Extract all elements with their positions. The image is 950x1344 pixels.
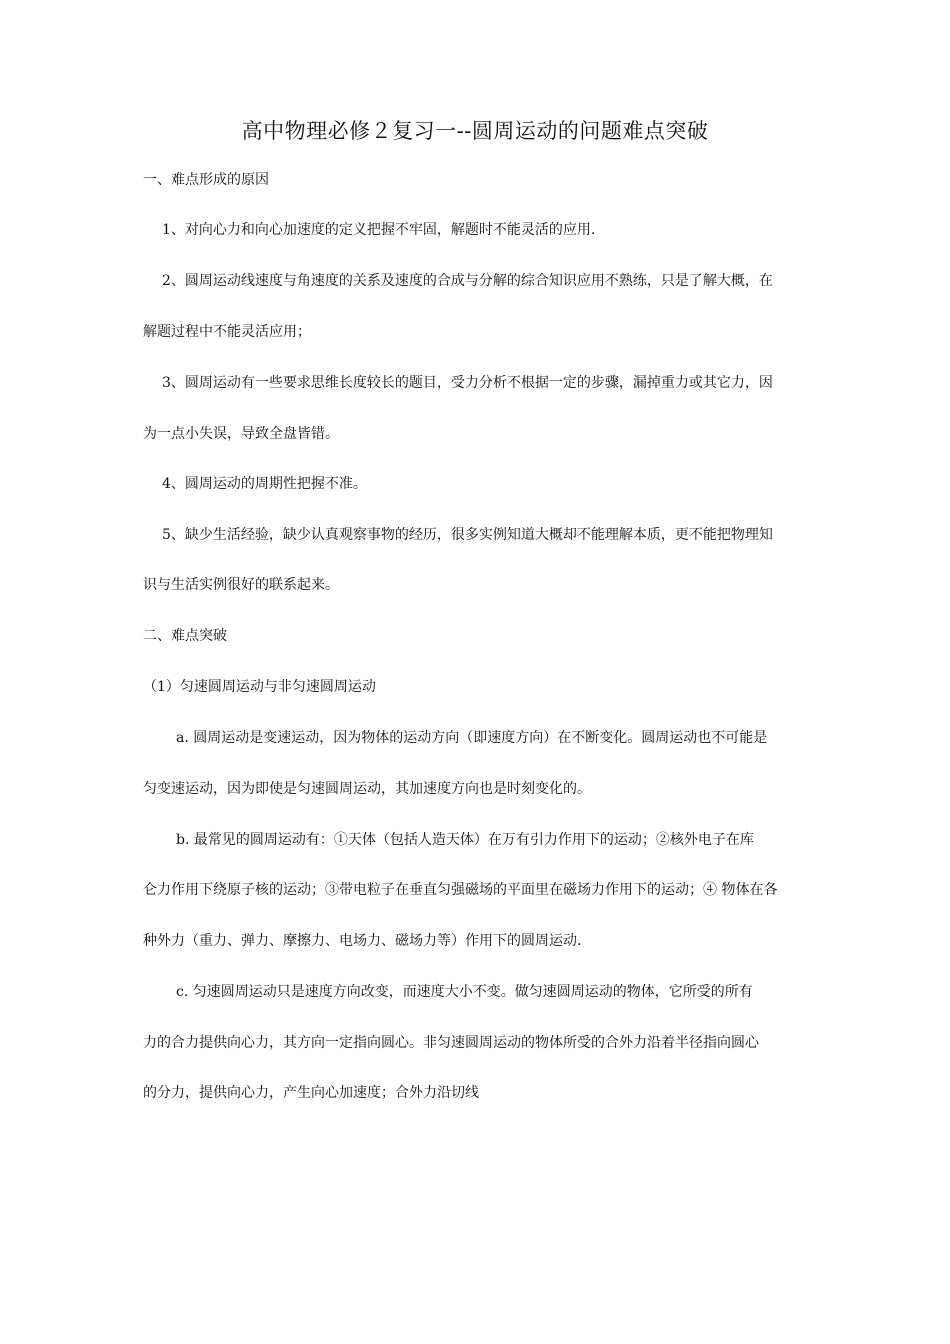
section2-a-line1: a. 圆周运动是变速运动，因为物体的运动方向（即速度方向）在不断变化。圆周运动也不可能是 bbox=[176, 730, 768, 746]
section2-a-line2: 匀变速运动，因为即使是匀速圆周运动，其加速度方向也是时刻变化的。 bbox=[143, 781, 591, 797]
section2-b-line1: b. 最常见的圆周运动有：①天体（包括人造天体）在万有引力作用下的运动；②核外电子在库 bbox=[176, 832, 754, 848]
section1-heading: 一、难点形成的原因 bbox=[143, 172, 269, 188]
section1-item3-line1: 3、圆周运动有一些要求思维长度较长的题目，受力分析不根据一定的步骤，漏掉重力或其它力，因 bbox=[162, 375, 773, 391]
section1-item5-line2: 识与生活实例很好的联系起来。 bbox=[143, 577, 339, 593]
section2-b-line2: 仑力作用下绕原子核的运动；③带电粒子在垂直匀强磁场的平面里在磁场力作用下的运动；④ 物体在各 bbox=[143, 882, 778, 898]
section1-item4: 4、圆周运动的周期性把握不准。 bbox=[162, 476, 367, 492]
section2-c-line3: 的分力，提供向心力，产生向心加速度；合外力沿切线 bbox=[143, 1085, 479, 1101]
section2-subheading: （1）匀速圆周运动与非匀速圆周运动 bbox=[143, 679, 376, 695]
section1-item5-line1: 5、缺少生活经验，缺少认真观察事物的经历，很多实例知道大概却不能理解本质，更不能把物理知 bbox=[162, 527, 773, 543]
document-title: 高中物理必修２复习一--圆周运动的问题难点突破 bbox=[241, 119, 709, 143]
section1-item2-line1: 2、圆周运动线速度与角速度的关系及速度的合成与分解的综合知识应用不熟练，只是了解大概，在 bbox=[162, 273, 773, 289]
section1-item1: 1、对向心力和向心加速度的定义把握不牢固，解题时不能灵活的应用. bbox=[162, 222, 596, 238]
section2-c-line2: 力的合力提供向心力，其方向一定指向圆心。非匀速圆周运动的物体所受的合外力沿着半径指向圆心 bbox=[143, 1035, 759, 1051]
section2-b-line3: 种外力（重力、弹力、摩擦力、电场力、磁场力等）作用下的圆周运动. bbox=[143, 933, 582, 949]
section1-item3-line2: 为一点小失误，导致全盘皆错。 bbox=[143, 426, 339, 442]
section2-c-line1: c. 匀速圆周运动只是速度方向改变，而速度大小不变。做匀速圆周运动的物体，它所受的所有 bbox=[176, 984, 753, 1000]
section1-item2-line2: 解题过程中不能灵活应用； bbox=[143, 324, 311, 340]
section2-heading: 二、难点突破 bbox=[143, 628, 227, 644]
